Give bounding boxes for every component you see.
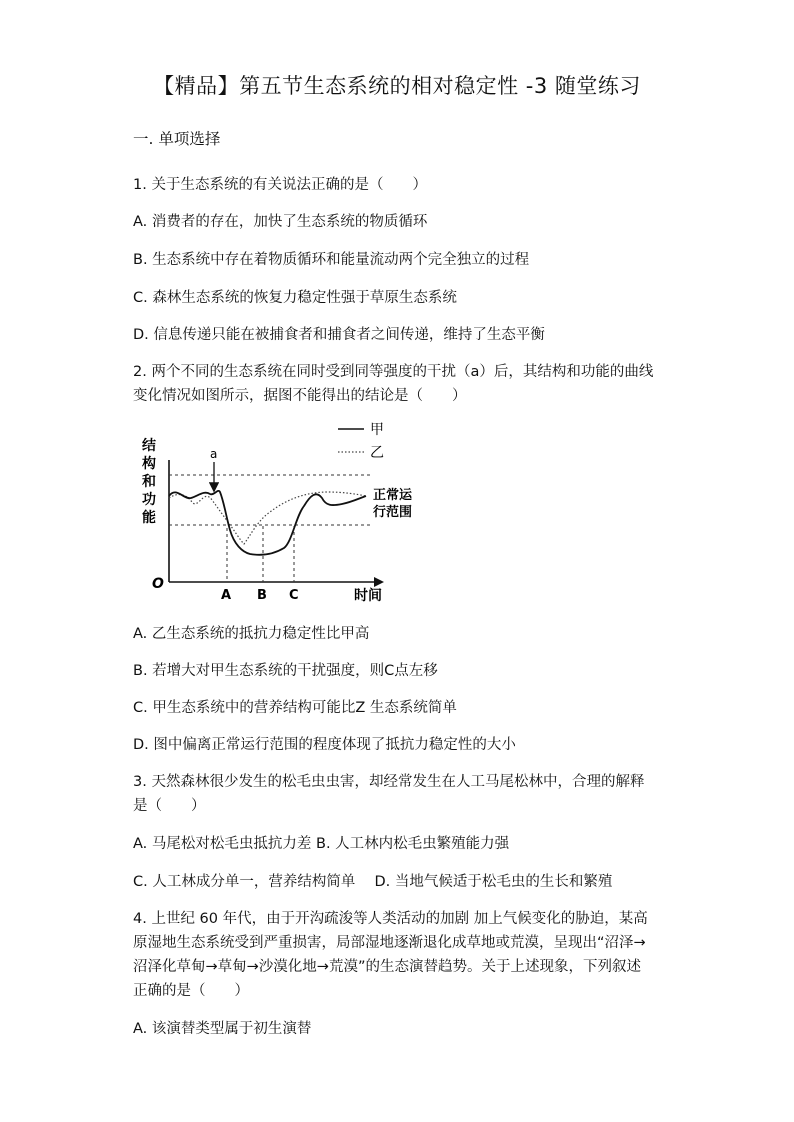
y-label-char-4: 功 (142, 492, 156, 508)
question-4-stem-line-4: 正确的是（ ） (133, 983, 249, 999)
question-4-stem-line-3: 沼泽化草甸→草甸→沙漠化地→荒漠”的生态演替趋势。关于上述现象，下列叙述 (133, 959, 641, 975)
section-heading: 一. 单项选择 (133, 130, 221, 148)
range-label-line-2: 行范围 (373, 505, 413, 520)
x-axis-arrow (374, 577, 384, 587)
stability-diagram (138, 418, 428, 608)
origin-label: O (152, 576, 164, 592)
question-3-stem-line-2: 是（ ） (133, 798, 206, 814)
question-1-option-a: A. 消费者的存在，加快了生态系统的物质循环 (133, 214, 428, 230)
question-1-option-d: D. 信息传递只能在被捕食者和捕食者之间传递，维持了生态平衡 (133, 327, 545, 343)
disturbance-label: a (210, 447, 218, 461)
question-1-option-b: B. 生态系统中存在着物质循环和能量流动两个完全独立的过程 (133, 252, 530, 268)
y-label-char-2: 构 (142, 456, 156, 472)
legend-yi-label: 乙 (370, 445, 384, 461)
question-2-option-d: D. 图中偏离正常运行范围的程度体现了抵抗力稳定性的大小 (133, 737, 516, 753)
question-2-option-a: A. 乙生态系统的抵抗力稳定性比甲高 (133, 626, 370, 642)
question-2-option-c: C. 甲生态系统中的营养结构可能比Z 生态系统简单 (133, 700, 457, 716)
question-1-stem: 1. 关于生态系统的有关说法正确的是（ ） (133, 177, 427, 193)
curve-yi (169, 492, 366, 544)
x-axis-label: 时间 (354, 588, 382, 604)
question-4-stem-line-2: 原湿地生态系统受到严重损害，局部湿地逐渐退化成草地或荒漠，呈现出“沼泽→ (133, 935, 646, 951)
y-label-char-5: 能 (142, 510, 156, 526)
range-label-line-1: 正常运 (373, 488, 413, 503)
y-label-char-1: 结 (142, 438, 156, 454)
question-4-option-a: A. 该演替类型属于初生演替 (133, 1021, 312, 1037)
question-2-stem-line-2: 变化情况如图所示，据图不能得出的结论是（ ） (133, 388, 467, 404)
question-3-option-cd: C. 人工林成分单一，营养结构简单 D. 当地气候适于松毛虫的生长和繁殖 (133, 874, 613, 890)
point-a-label: A (221, 588, 232, 603)
legend-jia-label: 甲 (370, 422, 384, 438)
question-2-stem-line-1: 2. 两个不同的生态系统在同时受到同等强度的干扰（a）后，其结构和功能的曲线 (133, 364, 654, 380)
question-3-stem-line-1: 3. 天然森林很少发生的松毛虫虫害，却经常发生在人工马尾松林中，合理的解释 (133, 774, 645, 790)
point-c-label: C (289, 588, 299, 603)
y-label-char-3: 和 (142, 474, 156, 490)
question-2-option-b: B. 若增大对甲生态系统的干扰强度，则C点左移 (133, 663, 438, 679)
point-b-label: B (257, 588, 267, 603)
question-4-stem-line-1: 4. 上世纪 60 年代，由于开沟疏浚等人类活动的加剧 加上气候变化的胁迫，某高 (133, 911, 648, 927)
question-3-option-ab: A. 马尾松对松毛虫抵抗力差 B. 人工林内松毛虫繁殖能力强 (133, 836, 510, 852)
curve-jia (169, 491, 366, 555)
page-title: 【精品】第五节生态系统的相对稳定性 -3 随堂练习 (153, 74, 641, 98)
question-1-option-c: C. 森林生态系统的恢复力稳定性强于草原生态系统 (133, 290, 457, 306)
